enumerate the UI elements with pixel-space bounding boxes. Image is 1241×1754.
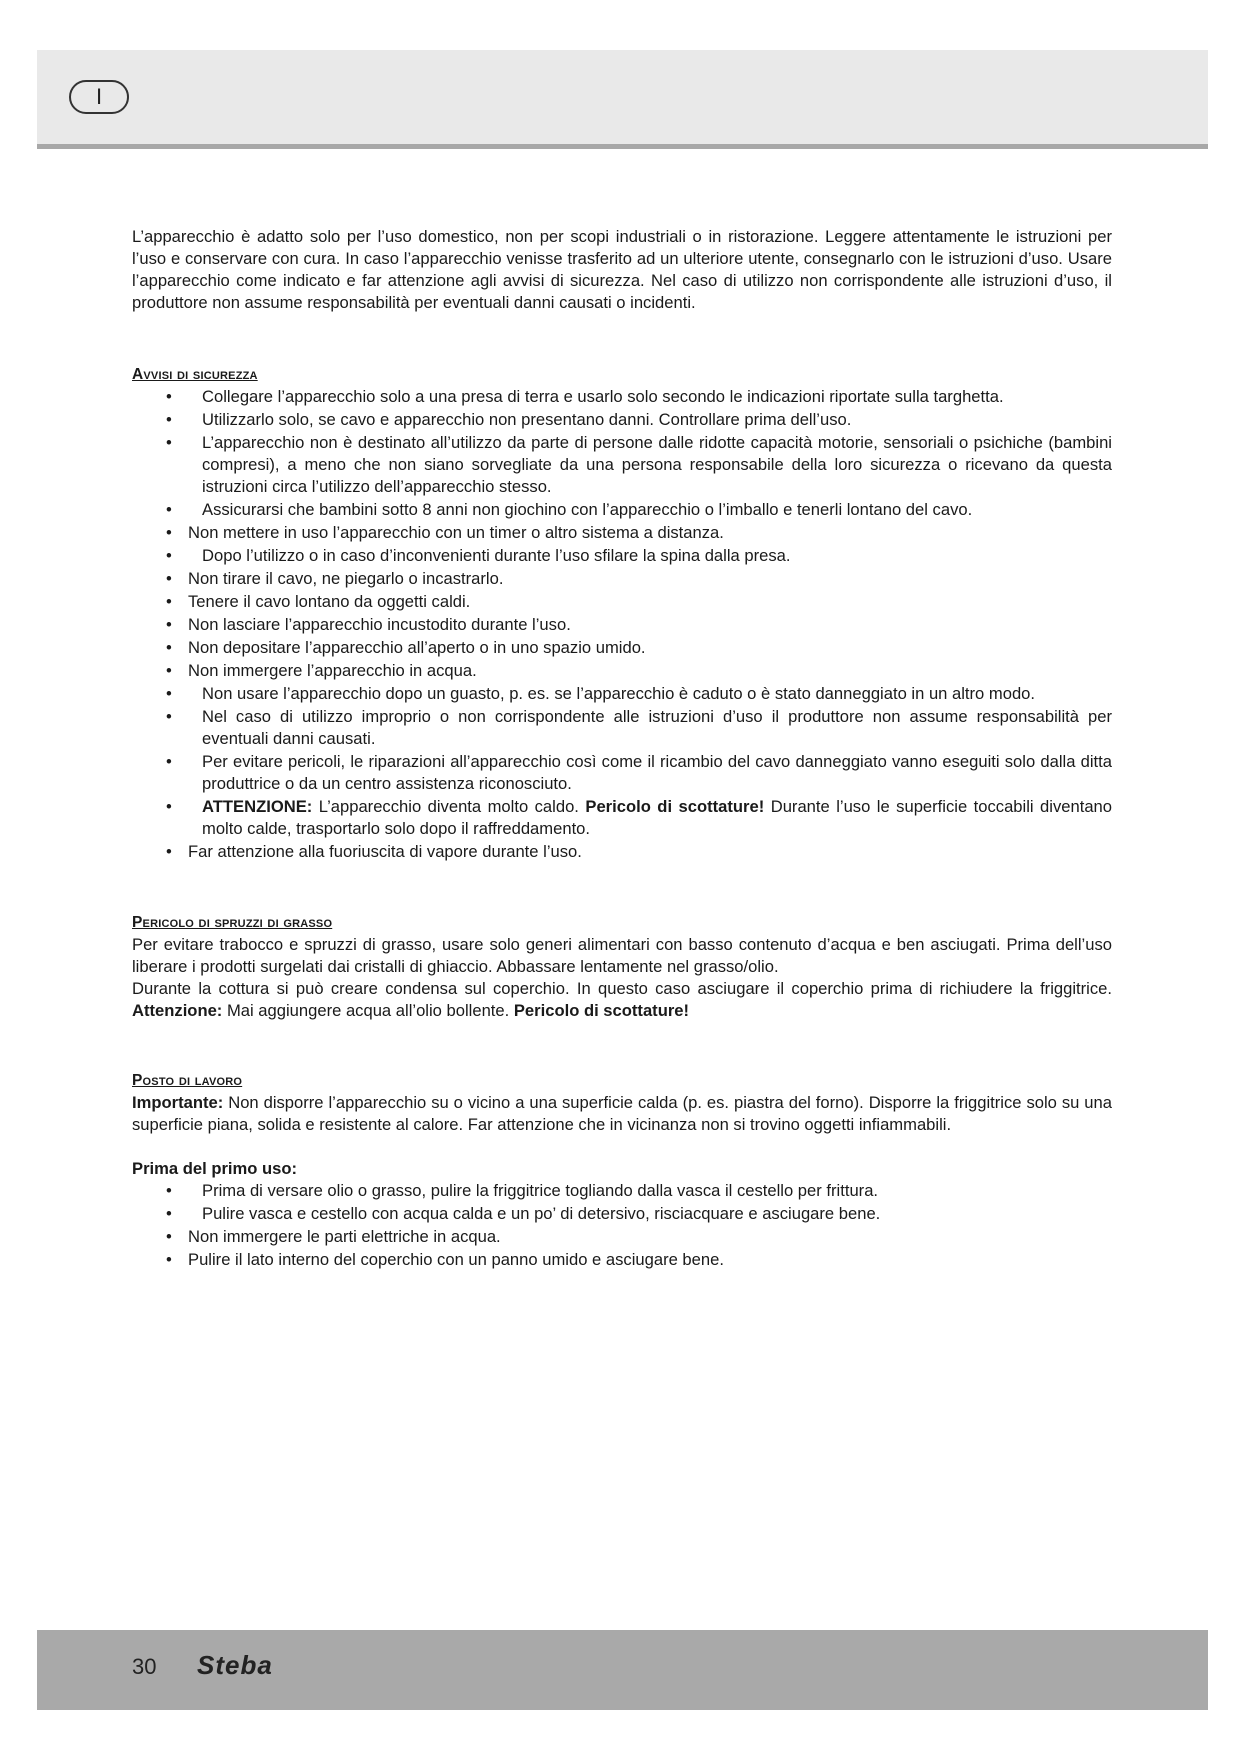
workplace-paragraph [132,1092,1112,1136]
first-use-heading: Prima del primo uso: [132,1159,298,1178]
splash-attention-label: Attenzione: [132,1001,223,1020]
splash-danger-warning: Pericolo di scottature! [513,1001,690,1020]
important-label: Importante: [132,1093,224,1112]
list-item: • Per evitare pericoli, le riparazioni all’apparecchio così come il ricambio del cavo danneggiato vanno eseguiti solo dalla ditta produttrice o da un centro assistenza riconosciuto. [132,751,1112,795]
list-item: • Non tirare il cavo, ne piegarlo o incastrarlo. [132,568,1112,590]
list-item: • Pulire vasca e cestello con acqua calda e un po’ di detersivo, risciacquare e asciugare bene. [132,1203,1112,1225]
splash-paragraph-2 [132,978,1112,1022]
first-use-list [132,1180,1112,1271]
list-item: • Dopo l’utilizzo o in caso d’inconvenienti durante l’uso sfilare la spina dalla presa. [132,545,1112,567]
intro-paragraph: L’apparecchio è adatto solo per l’uso domestico, non per scopi industriali o in ristorazione. Leggere attentamente le istruzioni per l’uso e conservare con cura. In caso l’apparecchio venisse trasferito ad un ulteriore utente, consegnarlo con le istruzioni d’uso. Usare l’apparecchio come indicato e far attenzione agli avvisi di sicurezza. Nel caso di utilizzo non corrispondente alle istruzioni d’uso, il produttore non assume responsabilità per eventuali danni causati o incidenti. [132,227,1112,312]
language-badge: I [69,80,129,114]
splash-heading: Pericolo di spruzzi di grasso [132,914,333,931]
list-item: • Non mettere in uso l’apparecchio con un timer o altro sistema a distanza. [132,522,1112,544]
page-number: 30 [132,1654,157,1679]
list-item: • Non depositare l’apparecchio all’aperto o in uno spazio umido. [132,637,1112,659]
splash-paragraph-1: Per evitare trabocco e spruzzi di grasso, usare solo generi alimentari con basso contenuto d’acqua e ben asciugati. Prima dell’uso liberare i prodotti surgelati dai cristalli di ghiaccio. Abbassare lentamente nel grasso/olio. [132,935,1112,976]
safety-heading: Avvisi di sicurezza [132,366,258,383]
splash-text-cont: Mai aggiungere acqua all’olio bollente. [222,1001,514,1020]
list-item: • Pulire il lato interno del coperchio con un panno umido e asciugare bene. [132,1249,1112,1271]
brand-logo: Steba [197,1650,273,1680]
list-item: • Prima di versare olio o grasso, pulire la friggitrice togliando dalla vasca il cestello per frittura. [132,1180,1112,1202]
workplace-heading: Posto di lavoro [132,1072,243,1089]
page-header [37,50,1208,149]
list-item: • Tenere il cavo lontano da oggetti caldi. [132,591,1112,613]
list-item: • Assicurarsi che bambini sotto 8 anni non giochino con l’apparecchio o l’imballo e tenerli lontano del cavo. [132,499,1112,521]
list-item: • Non usare l’apparecchio dopo un guasto, p. es. se l’apparecchio è caduto o è stato danneggiato in un altro modo. [132,683,1112,705]
attention-item [132,796,1112,840]
list-item: • Nel caso di utilizzo improprio o non corrispondente alle istruzioni d’uso il produttore non assume responsabilità per eventuali danni causati. [132,706,1112,750]
list-item: • Collegare l’apparecchio solo a una presa di terra e usarlo solo secondo le indicazioni riportate sulla targhetta. [132,386,1112,408]
list-item: • Utilizzarlo solo, se cavo e apparecchio non presentano danni. Controllare prima dell’uso. [132,409,1112,431]
workplace-text: Non disporre l’apparecchio su o vicino a una superficie calda (p. es. piastra del forno). Disporre la friggitrice solo su una superficie piana, solida e resistente al calore. Far attenzione che in vicinanza non si trovino oggetti infiammabili. [132,1093,1112,1134]
list-item: • Far attenzione alla fuoriuscita di vapore durante l’uso. [132,841,1112,863]
attention-text-cont: Durante l’uso le superficie toccabili diventano molto calde, trasportarlo solo dopo il raffreddamento. [202,797,1113,838]
attention-text: L’apparecchio diventa molto caldo. [312,797,586,816]
list-item: • L’apparecchio non è destinato all’utilizzo da parte di persone dalle ridotte capacità motorie, sensoriali o psichiche (bambini compresi), a meno che non siano sorvegliate da una persona responsabile della loro sicurezza o ricevano da questa istruzioni circa l’utilizzo dell’apparecchio stesso. [132,432,1112,498]
splash-text: Durante la cottura si può creare condensa sul coperchio. In questo caso asciugare il coperchio prima di richiudere la friggitrice. [132,979,1112,998]
list-item: • Non immergere le parti elettriche in acqua. [132,1226,1112,1248]
safety-list [132,386,1112,863]
danger-warning: Pericolo di scottature! [585,797,765,816]
page-content [132,226,1112,1272]
attention-label: ATTENZIONE: [202,797,313,816]
list-item: • Non immergere l’apparecchio in acqua. [132,660,1112,682]
page-footer [37,1630,1208,1710]
list-item: • Non lasciare l’apparecchio incustodito durante l’uso. [132,614,1112,636]
